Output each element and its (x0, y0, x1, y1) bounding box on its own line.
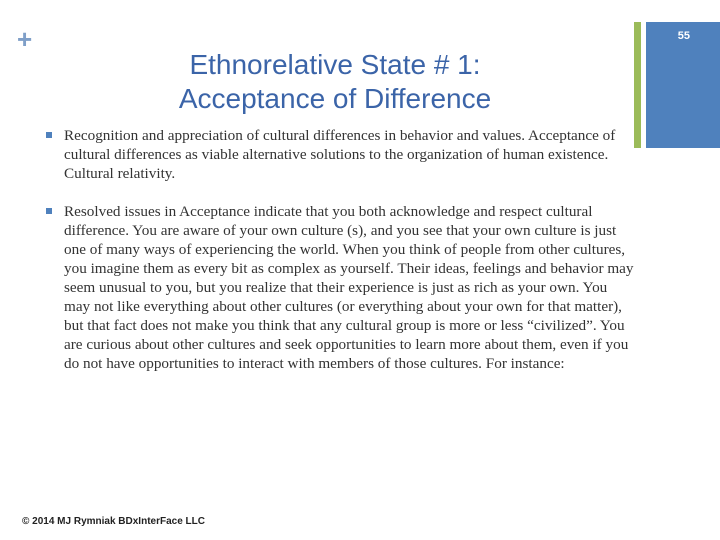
bullet-list (44, 126, 634, 392)
slide-number: 55 (677, 30, 690, 42)
green-accent-bar (634, 22, 641, 148)
bullet-item-recognition (44, 126, 634, 183)
copyright-footer: © 2014 MJ Rymniak BDxInterFace LLC (22, 516, 205, 527)
bullet-text: Recognition and appreciation of cultural differences in behavior and values. Acceptance of cultural differences as viable alternative solutions to the organization of human existence. Cultural relativity. (64, 127, 616, 182)
slide-title (110, 48, 560, 116)
bullet-text: Resolved issues in Acceptance indicate that you both acknowledge and respect cultural difference. You are aware of your own culture (s), and you see that your own culture is just one of many ways of experiencing the world. When you think of people from other cultures, you imagine them as every bit as complex as yourself. Their ideas, feelings and behavior may seem unusual to you, but you realize that their experience is just as rich as your own. You may not like everything about other cultures (or everything about your own for that matter), but that fact does not make you think that any cultural group is more or less “civilized”. You are curious about other cultures and seek opportunities to learn more about them, even if you do not have opportunities to interact with members of those cultures. For instance: (64, 203, 634, 372)
blue-accent-box (646, 22, 720, 148)
slide-title-line-1: Ethnorelative State # 1: (189, 49, 481, 80)
bullet-item-resolved-issues (44, 202, 634, 373)
square-bullet-icon (46, 132, 52, 138)
slide-title-line-2: Acceptance of Difference (178, 83, 492, 114)
plus-decoration-icon: + (17, 24, 33, 54)
square-bullet-icon (46, 208, 52, 214)
